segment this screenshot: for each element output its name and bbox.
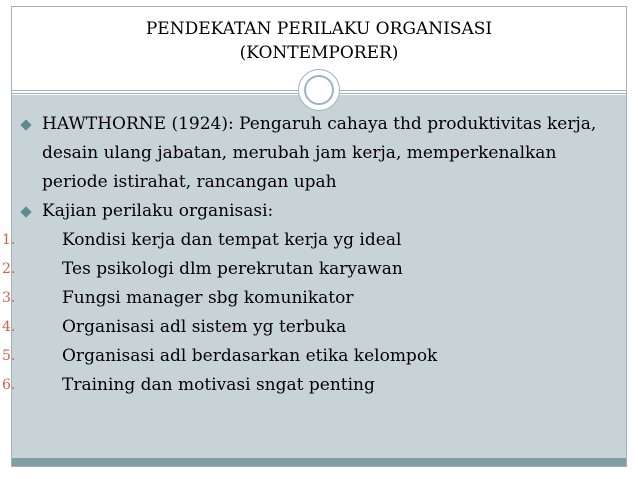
bullet-text: Kajian perilaku organisasi: — [42, 201, 274, 221]
list-number: 2. — [2, 261, 16, 277]
list-number: 6. — [2, 377, 16, 393]
bullet-item-kajian — [22, 197, 612, 226]
list-number: 3. — [2, 290, 16, 306]
list-text: Training dan motivasi sngat penting — [62, 375, 375, 395]
list-text: Organisasi adl sistem yg terbuka — [62, 317, 347, 337]
bullet-item-hawthorne — [22, 110, 612, 197]
list-text: Organisasi adl berdasarkan etika kelompok — [62, 346, 438, 366]
list-text: Kondisi kerja dan tempat kerja yg ideal — [62, 230, 402, 250]
list-number: 5. — [2, 348, 16, 364]
list-number: 4. — [2, 319, 16, 335]
slide-title-line-1: PENDEKATAN PERILAKU ORGANISASI — [145, 19, 493, 39]
list-number: 1. — [2, 232, 16, 248]
list-text: Fungsi manager sbg komunikator — [62, 288, 354, 308]
slide-title-line-2: (KONTEMPORER) — [239, 43, 399, 63]
list-text: Tes psikologi dlm perekrutan karyawan — [62, 259, 403, 279]
bullet-text: HAWTHORNE (1924): Pengaruh cahaya thd produktivitas kerja, desain ulang jabatan, merubah jam kerja, memperkenalkan periode istirahat, rancangan upah — [42, 114, 597, 192]
